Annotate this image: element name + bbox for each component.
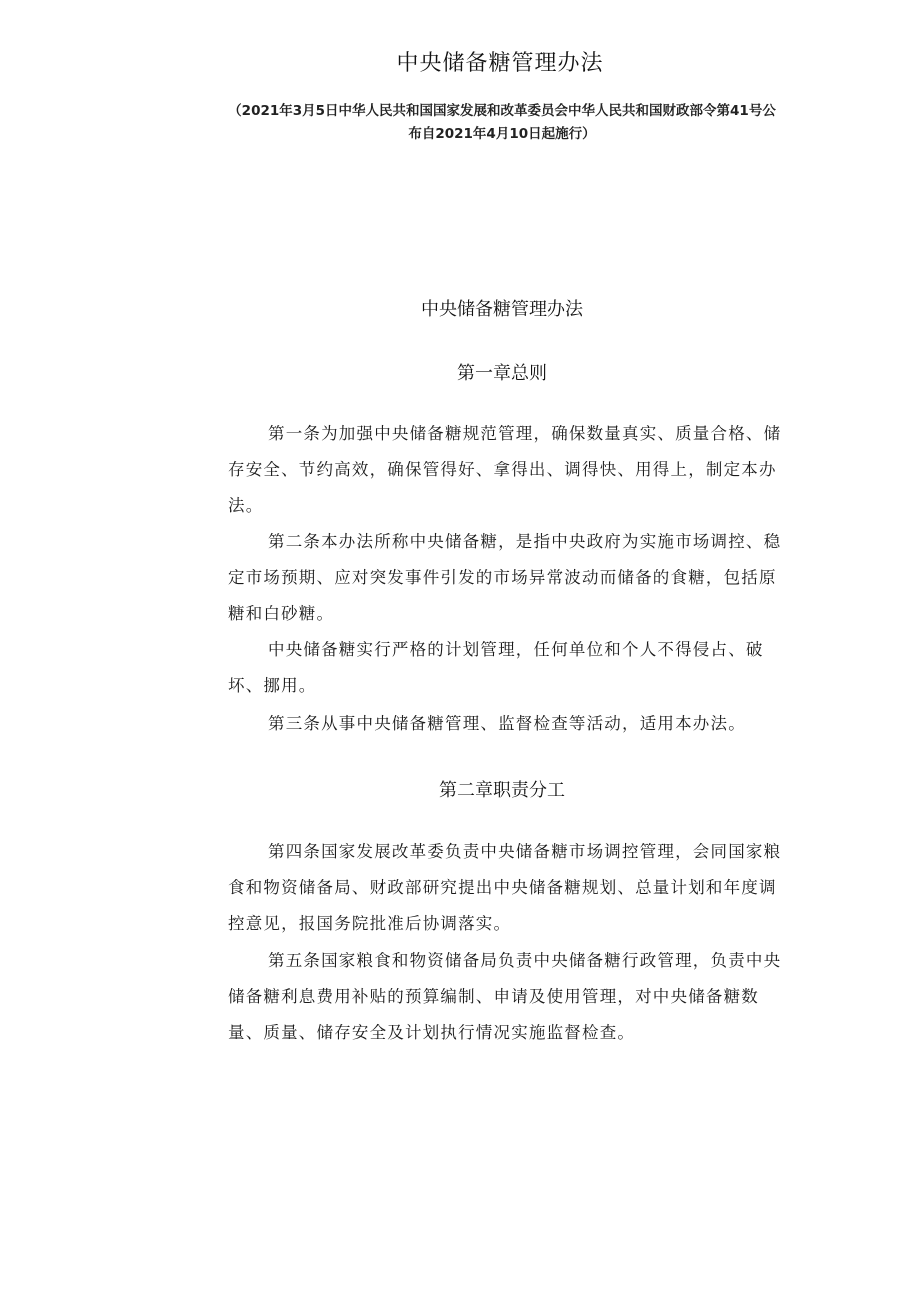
chapter-heading-2: 第二章职责分工 bbox=[439, 780, 565, 801]
chapter-heading-1: 第一章总则 bbox=[457, 363, 547, 384]
article-paragraph: 第三条从事中央储备糖管理、监督检查等活动，适用本办法。 bbox=[268, 714, 746, 733]
document-subtitle: （2021年3月5日中华人民共和国国家发展和改革委员会中华人民共和国财政部令第41号公布自2021年4月10日起施行） bbox=[228, 103, 776, 142]
article-paragraph: 中央储备糖实行严格的计划管理，任何单位和个人不得侵占、破坏、挪用。 bbox=[228, 640, 764, 695]
article-paragraph: 第二条本办法所称中央储备糖，是指中央政府为实施市场调控、稳定市场预期、应对突发事件引发的市场异常波动而储备的食糖，包括原糖和白砂糖。 bbox=[228, 532, 782, 623]
article-paragraph: 第四条国家发展改革委负责中央储备糖市场调控管理，会同国家粮食和物资储备局、财政部研究提出中央储备糖规划、总量计划和年度调控意见，报国务院批准后协调落实。 bbox=[228, 842, 782, 933]
document-title: 中央储备糖管理办法 bbox=[396, 51, 604, 76]
article-paragraph: 第五条国家粮食和物资储备局负责中央储备糖行政管理，负责中央储备糖利息费用补贴的预算编制、申请及使用管理，对中央储备糖数量、质量、储存安全及计划执行情况实施监督检查。 bbox=[228, 951, 782, 1042]
inner-title: 中央储备糖管理办法 bbox=[421, 299, 583, 320]
article-paragraph: 第一条为加强中央储备糖规范管理，确保数量真实、质量合格、储存安全、节约高效，确保管得好、拿得出、调得快、用得上，制定本办法。 bbox=[228, 424, 782, 515]
